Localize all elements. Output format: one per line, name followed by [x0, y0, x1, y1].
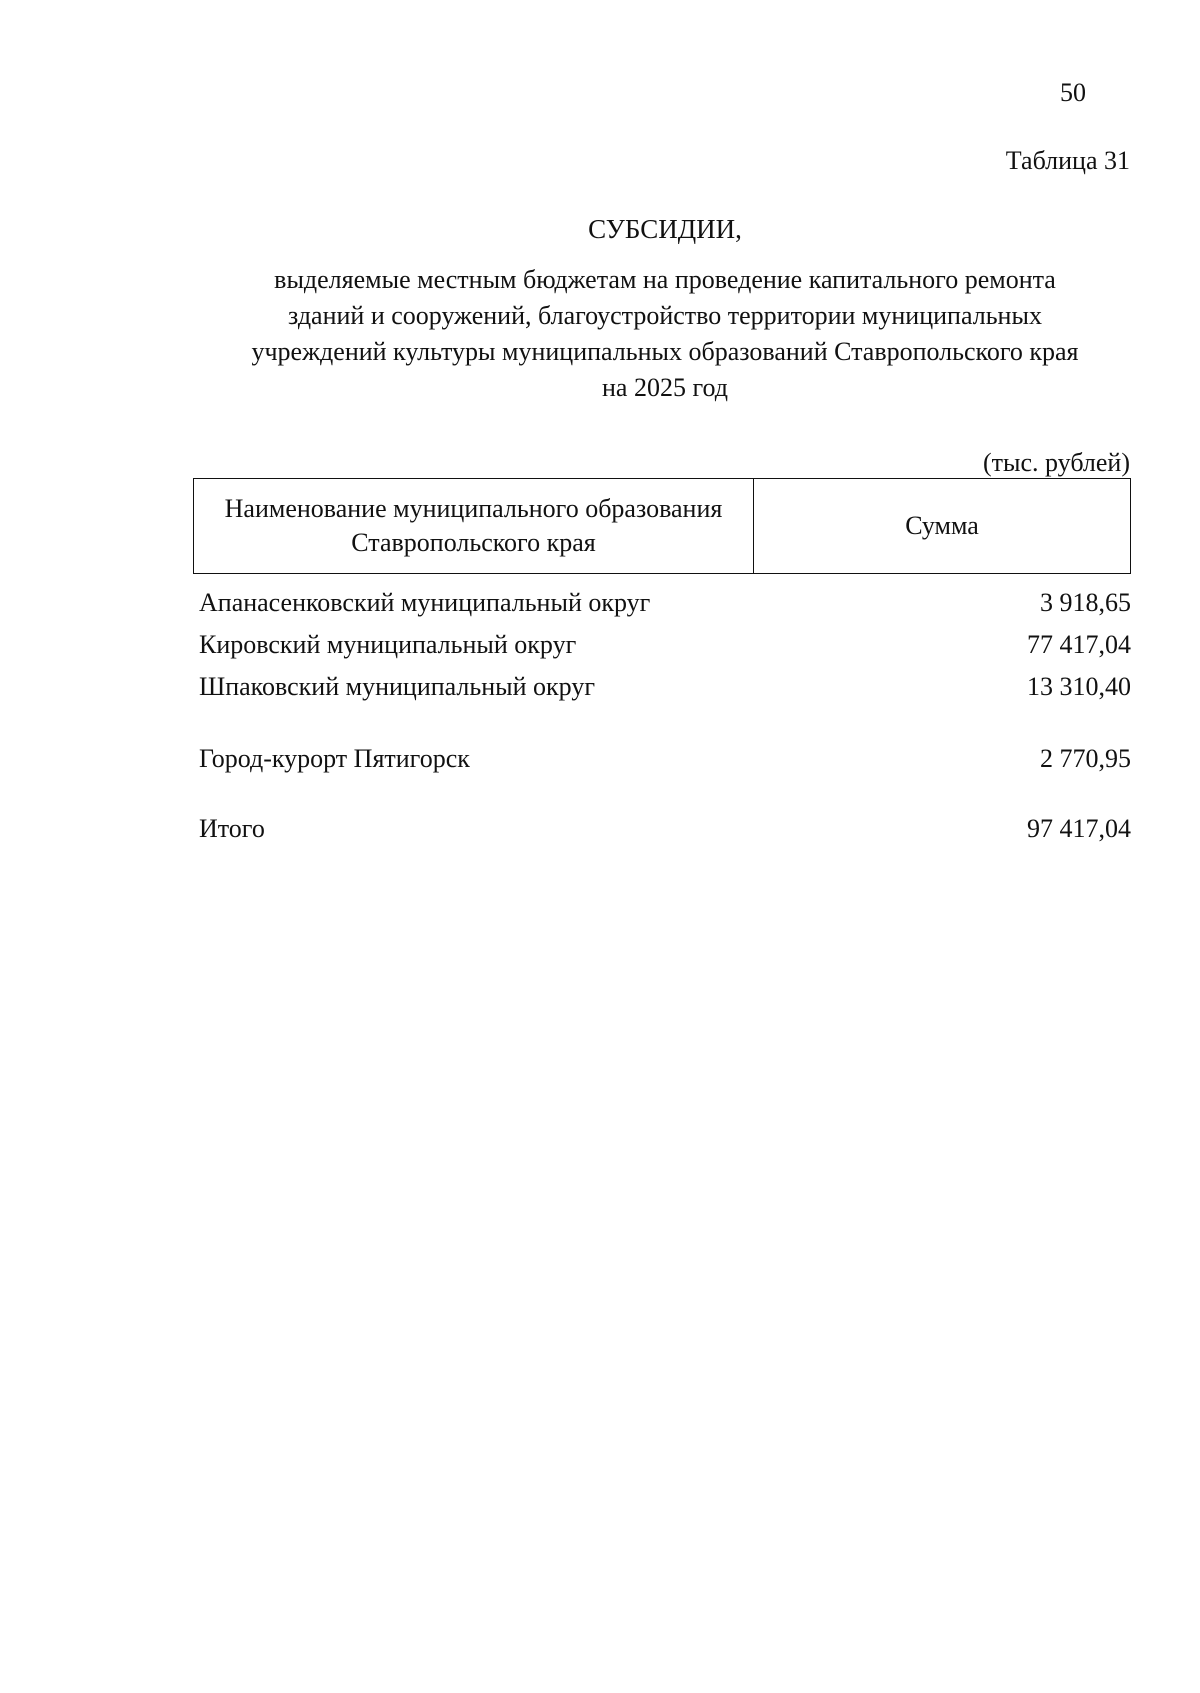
- column-header-name: Наименование муниципального образования Ставропольского края: [194, 479, 754, 573]
- table-row: [199, 630, 1131, 660]
- page-number: 50: [1060, 78, 1086, 107]
- table-row: [199, 672, 1131, 702]
- column-header-sum: Сумма: [905, 511, 979, 540]
- total-sum: 97 417,04: [1027, 814, 1131, 843]
- row-sum: 77 417,04: [1027, 630, 1131, 659]
- row-name: Кировский муниципальный округ: [199, 630, 577, 659]
- table-total-row: [199, 814, 1131, 844]
- subtitle-line: учреждений культуры муниципальных образований Ставропольского края: [251, 337, 1079, 366]
- document-title: СУБСИДИИ,: [588, 214, 742, 244]
- row-sum: 3 918,65: [1040, 588, 1131, 617]
- subtitle-line: на 2025 год: [602, 373, 728, 402]
- total-label: Итого: [199, 814, 265, 843]
- table-header: [193, 478, 1131, 574]
- document-subtitle: [200, 262, 1130, 406]
- row-name: Шпаковский муниципальный округ: [199, 672, 595, 701]
- subtitle-line: зданий и сооружений, благоустройство территории муниципальных: [288, 301, 1042, 330]
- row-sum: 13 310,40: [1027, 672, 1131, 701]
- row-sum: 2 770,95: [1040, 744, 1131, 773]
- table-row: [199, 744, 1131, 774]
- subtitle-line: выделяемые местным бюджетам на проведение капитального ремонта: [274, 265, 1056, 294]
- row-name: Апанасенковский муниципальный округ: [199, 588, 651, 617]
- units-label: (тыс. рублей): [982, 448, 1130, 477]
- table-row: [199, 588, 1131, 618]
- row-name: Город-курорт Пятигорск: [199, 744, 470, 773]
- table-label: Таблица 31: [1005, 146, 1130, 175]
